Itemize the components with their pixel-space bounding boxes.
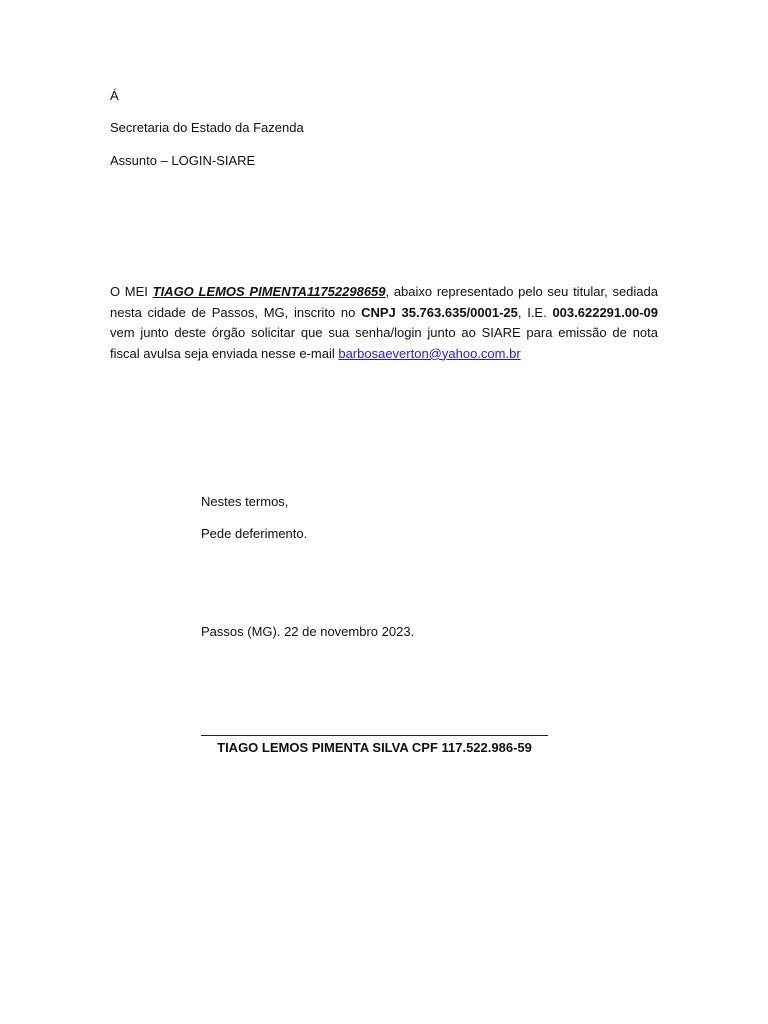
recipient-line: Secretaria do Estado da Fazenda (110, 120, 304, 135)
body-text-1: O MEI (110, 284, 153, 299)
place-date: Passos (MG). 22 de novembro 2023. (201, 624, 415, 639)
signature-name: TIAGO LEMOS PIMENTA SILVA CPF 117.522.986-59 (217, 740, 532, 755)
signature-line (201, 735, 548, 736)
body-text-3: , I.E. (517, 304, 553, 320)
ie-number: 003.622291.00-09 (552, 304, 658, 320)
subject-line: Assunto – LOGIN-SIARE (110, 153, 256, 168)
email-link[interactable]: barbosaeverton@yahoo.com.br (338, 345, 521, 361)
body-paragraph (110, 282, 658, 364)
addressee-line: Á (110, 88, 119, 103)
closing-request: Pede deferimento. (201, 526, 308, 541)
body-text-2: , abaixo representado pelo seu titular, sediada nesta cidade de Passos, MG, inscrito no (110, 284, 658, 320)
closing-terms: Nestes termos, (201, 494, 289, 509)
cnpj-number: CNPJ 35.763.635/0001-25 (361, 304, 518, 320)
mei-name: TIAGO LEMOS PIMENTA11752298659 (152, 284, 386, 299)
body-text-4: vem junto deste órgão solicitar que sua senha/login junto ao SIARE para emissão de nota fiscal avulsa seja enviada nesse e-mail (110, 325, 658, 361)
